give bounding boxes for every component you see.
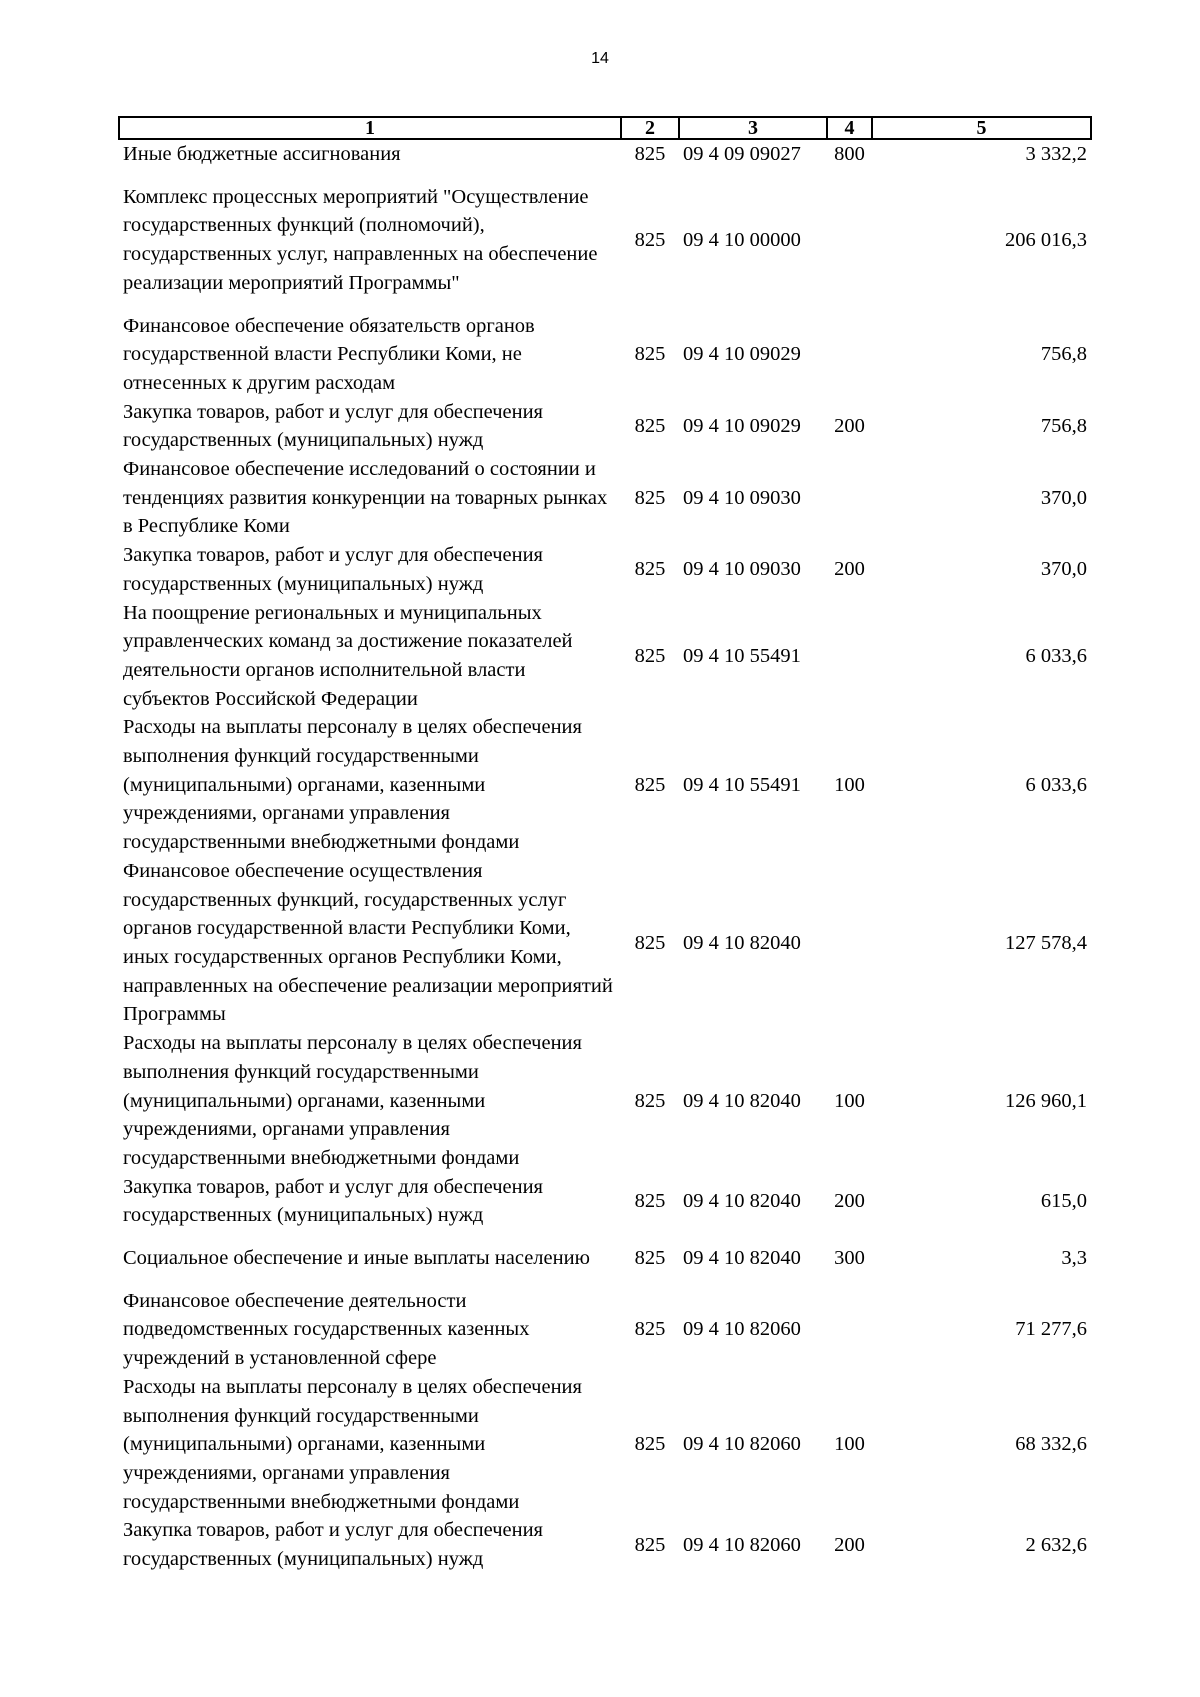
row-amount: 370,0 — [1040, 486, 1087, 509]
row-target-code: 09 4 10 82060 — [683, 1433, 801, 1456]
row-expense-type — [827, 455, 872, 541]
table-row — [119, 398, 1091, 455]
row-ministry-code: 825 — [634, 343, 666, 366]
row-ministry-code: 825 — [634, 1247, 666, 1270]
table-row — [119, 857, 1091, 1029]
table-row — [119, 1373, 1091, 1517]
row-name: Закупка товаров, работ и услуг для обеспечения государственных (муниципальных) нужд — [123, 400, 543, 452]
row-expense-type — [827, 312, 872, 398]
row-amount: 206 016,3 — [1005, 228, 1087, 251]
table-row — [119, 541, 1091, 598]
row-expense-type: 100 — [834, 1433, 865, 1456]
row-amount: 3,3 — [1061, 1247, 1087, 1270]
row-name: Закупка товаров, работ и услуг для обеспечения государственных (муниципальных) нужд — [123, 1175, 543, 1227]
row-expense-type: 200 — [834, 558, 865, 581]
row-ministry-code: 825 — [634, 1318, 666, 1341]
row-name: Иные бюджетные ассигнования — [123, 143, 401, 165]
row-target-code: 09 4 10 00000 — [683, 228, 801, 251]
row-expense-type — [827, 857, 872, 1029]
table-row — [119, 1516, 1091, 1573]
row-ministry-code: 825 — [634, 644, 666, 667]
row-ministry-code: 825 — [634, 486, 666, 509]
row-expense-type: 200 — [834, 1189, 865, 1212]
table-row — [119, 599, 1091, 714]
row-amount: 756,8 — [1040, 414, 1087, 437]
row-target-code: 09 4 10 09029 — [683, 343, 801, 366]
header-col-4: 4 — [827, 117, 872, 139]
table-row — [119, 139, 1091, 183]
row-amount: 68 332,6 — [1015, 1433, 1087, 1456]
row-ministry-code: 825 — [634, 1189, 666, 1212]
row-name: Социальное обеспечение и иные выплаты населению — [123, 1247, 590, 1270]
row-target-code: 09 4 10 55491 — [683, 773, 801, 796]
row-ministry-code: 825 — [634, 143, 666, 165]
row-expense-type: 200 — [834, 1533, 865, 1556]
row-expense-type — [827, 183, 872, 312]
row-target-code: 09 4 10 82040 — [683, 931, 801, 954]
page-number: 14 — [591, 50, 609, 67]
row-amount: 3 332,2 — [1025, 143, 1087, 165]
row-ministry-code: 825 — [634, 558, 666, 581]
header-col-3: 3 — [679, 117, 827, 139]
row-target-code: 09 4 10 82040 — [683, 1247, 801, 1270]
row-target-code: 09 4 10 09030 — [683, 558, 801, 581]
row-ministry-code: 825 — [634, 931, 666, 954]
row-name: Финансовое обеспечение осуществления государственных функций, государственных услуг органов государственной власти Республики Коми, иных государственных органов Республики Коми, направленных на обеспечение реализации мероприятий Программы — [123, 859, 613, 1026]
row-amount: 2 632,6 — [1025, 1533, 1087, 1556]
row-name: Расходы на выплаты персоналу в целях обеспечения выполнения функций государственными (муниципальными) органами, казенными учреждениями, органами управления государственными внебюджетными фондами — [123, 1375, 582, 1513]
row-ministry-code: 825 — [634, 1089, 666, 1112]
header-row — [119, 117, 1091, 139]
row-amount: 127 578,4 — [1005, 931, 1087, 954]
header-col-2: 2 — [621, 117, 679, 139]
row-target-code: 09 4 10 09030 — [683, 486, 801, 509]
row-target-code: 09 4 10 09029 — [683, 414, 801, 437]
row-ministry-code: 825 — [634, 773, 666, 796]
table-row — [119, 183, 1091, 312]
row-name: Закупка товаров, работ и услуг для обеспечения государственных (муниципальных) нужд — [123, 1519, 543, 1571]
table-row — [119, 1029, 1091, 1173]
row-expense-type: 100 — [834, 1089, 865, 1112]
header-col-1: 1 — [119, 117, 621, 139]
row-target-code: 09 4 09 09027 — [683, 143, 801, 165]
row-expense-type: 300 — [834, 1247, 865, 1270]
table-row — [119, 312, 1091, 398]
row-name: Финансовое обеспечение деятельности подведомственных государственных казенных учреждений в установленной сфере — [123, 1289, 530, 1370]
row-ministry-code: 825 — [634, 1533, 666, 1556]
row-name: Расходы на выплаты персоналу в целях обеспечения выполнения функций государственными (муниципальными) органами, казенными учреждениями, органами управления государственными внебюджетными фондами — [123, 1032, 582, 1169]
row-amount: 756,8 — [1040, 343, 1087, 366]
row-amount: 615,0 — [1040, 1189, 1087, 1212]
header-col-5: 5 — [872, 117, 1091, 139]
row-expense-type: 200 — [834, 414, 865, 437]
row-ministry-code: 825 — [634, 414, 666, 437]
table-row — [119, 1173, 1091, 1244]
row-expense-type — [827, 1287, 872, 1373]
row-target-code: 09 4 10 82040 — [683, 1189, 801, 1212]
row-expense-type: 100 — [834, 773, 865, 796]
row-name: Расходы на выплаты персоналу в целях обеспечения выполнения функций государственными (муниципальными) органами, казенными учреждениями, органами управления государственными внебюджетными фондами — [123, 716, 582, 854]
row-name: Финансовое обеспечение обязательств органов государственной власти Республики Коми, не отнесенных к другим расходам — [123, 314, 535, 394]
row-expense-type: 800 — [834, 143, 865, 165]
row-amount: 71 277,6 — [1015, 1318, 1087, 1341]
row-amount: 126 960,1 — [1005, 1089, 1087, 1112]
row-amount: 370,0 — [1040, 558, 1087, 581]
row-target-code: 09 4 10 82060 — [683, 1318, 801, 1341]
row-name: Финансовое обеспечение исследований о состоянии и тенденциях развития конкуренции на товарных рынках в Республике Коми — [123, 458, 608, 538]
row-target-code: 09 4 10 55491 — [683, 644, 801, 667]
table-row — [119, 455, 1091, 541]
row-target-code: 09 4 10 82040 — [683, 1089, 801, 1112]
table-row — [119, 1244, 1091, 1287]
row-name: Закупка товаров, работ и услуг для обеспечения государственных (муниципальных) нужд — [123, 544, 543, 595]
row-amount: 6 033,6 — [1025, 644, 1087, 667]
budget-table — [118, 116, 1092, 1574]
row-target-code: 09 4 10 82060 — [683, 1533, 801, 1556]
table-row — [119, 1287, 1091, 1373]
row-amount: 6 033,6 — [1025, 773, 1087, 796]
row-ministry-code: 825 — [634, 1433, 666, 1456]
row-name: На поощрение региональных и муниципальных управленческих команд за достижение показателей деятельности органов исполнительной власти субъектов Российской Федерации — [123, 601, 573, 710]
row-name: Комплекс процессных мероприятий "Осуществление государственных функций (полномочий), государственных услуг, направленных на обеспечение реализации мероприятий Программы" — [123, 185, 598, 294]
table-row — [119, 713, 1091, 857]
row-expense-type — [827, 599, 872, 714]
row-ministry-code: 825 — [634, 228, 666, 251]
